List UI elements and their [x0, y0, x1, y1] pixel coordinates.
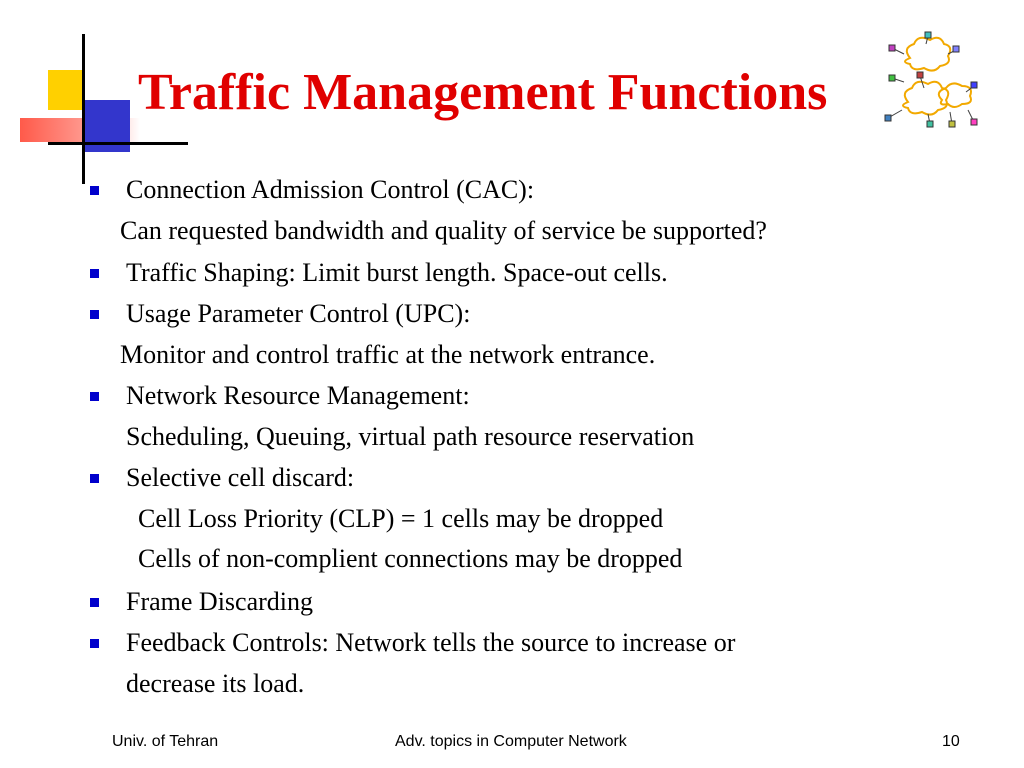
list-item-continuation: Cells of non-complient connections may be dropped	[138, 544, 683, 573]
list-item: Connection Admission Control (CAC):	[126, 175, 535, 204]
list-item-continuation: Monitor and control traffic at the network entrance.	[120, 340, 656, 369]
footer-left: Univ. of Tehran	[112, 733, 219, 750]
list-item: Frame Discarding	[126, 587, 314, 616]
list-item-continuation: Scheduling, Queuing, virtual path resource reservation	[126, 422, 695, 451]
bullet-marker	[90, 639, 99, 648]
bullet-marker	[90, 392, 99, 401]
list-item: Traffic Shaping: Limit burst length. Space-out cells.	[126, 258, 668, 287]
bullet-marker	[90, 474, 99, 483]
list-item: Feedback Controls: Network tells the source to increase or	[126, 628, 736, 657]
list-item-continuation: decrease its load.	[126, 669, 305, 698]
bullet-marker	[90, 186, 99, 195]
bullet-marker	[90, 598, 99, 607]
bullet-marker	[90, 310, 99, 319]
list-item: Usage Parameter Control (UPC):	[126, 299, 471, 328]
bullet-marker	[90, 269, 99, 278]
list-item: Network Resource Management:	[126, 381, 470, 410]
list-item-continuation: Can requested bandwidth and quality of service be supported?	[120, 216, 767, 245]
footer-center: Adv. topics in Computer Network	[395, 733, 627, 750]
slide-title: Traffic Management Functions	[138, 64, 828, 121]
page-number: 10	[942, 733, 960, 750]
list-item-continuation: Cell Loss Priority (CLP) = 1 cells may be dropped	[138, 504, 664, 533]
list-item: Selective cell discard:	[126, 463, 355, 492]
